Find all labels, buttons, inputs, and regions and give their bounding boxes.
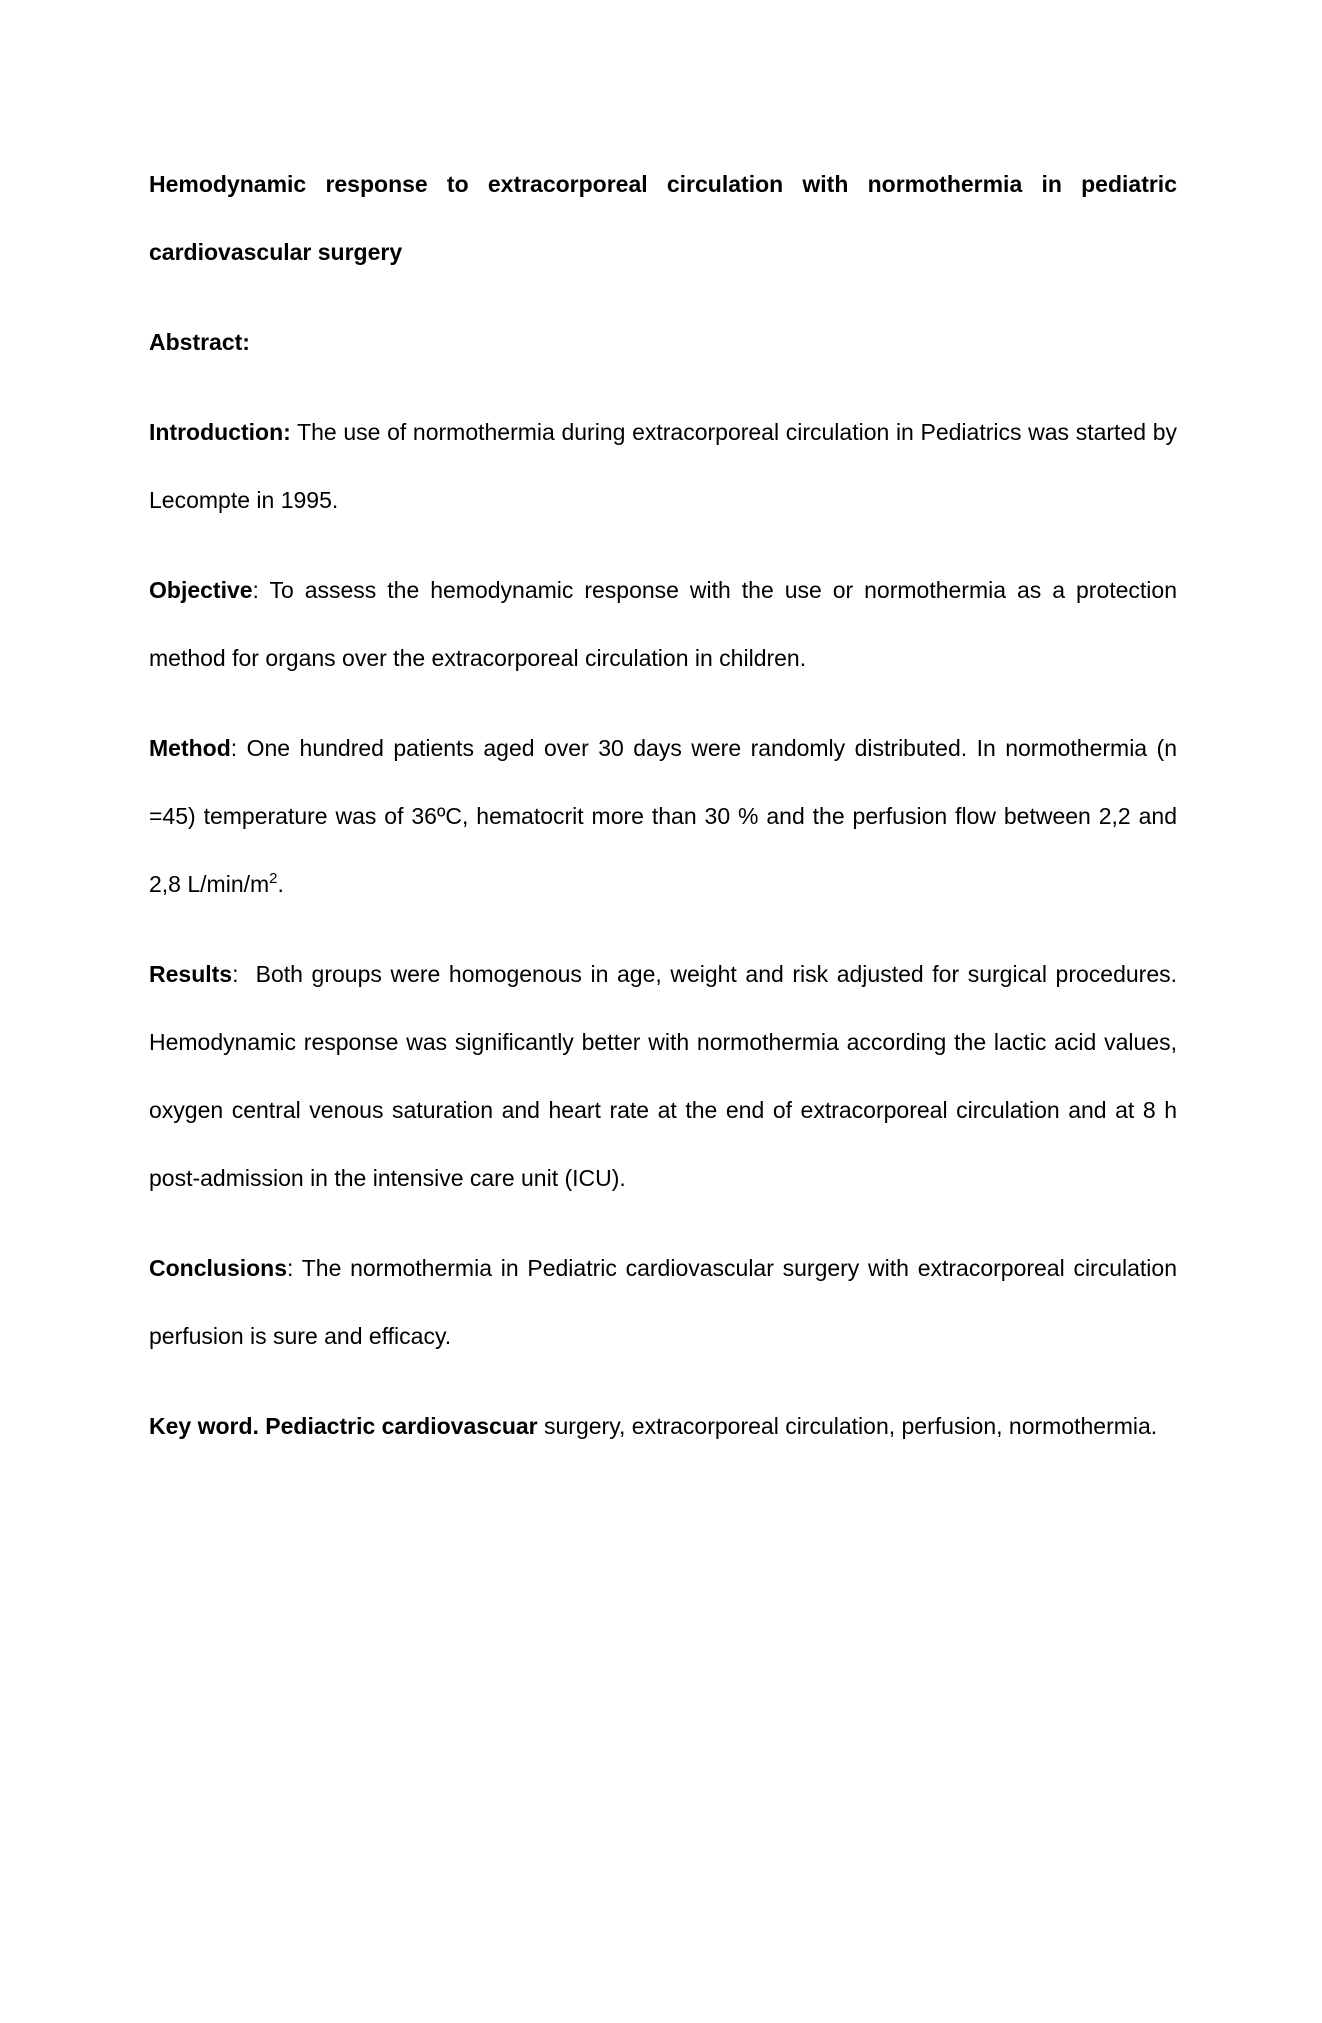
- method-superscript: 2: [269, 870, 278, 887]
- abstract-heading: Abstract:: [149, 329, 250, 355]
- conclusions-paragraph: [149, 1234, 1177, 1370]
- results-label: Results: [149, 961, 233, 987]
- method-paragraph: [149, 714, 1177, 918]
- results-text: : Both groups were homogenous in age, weight and risk adjusted for surgical procedures. Hemodynamic response was significantly better with normothermia according the lactic acid values, oxygen central venous saturation and heart rate at the end of extracorporeal circulation and at 8 h post-admission in the intensive care unit (ICU).: [149, 961, 1184, 1191]
- keywords-text: surgery, extracorporeal circulation, perfusion, normothermia.: [537, 1413, 1158, 1439]
- conclusions-label: Conclusions: [149, 1255, 288, 1281]
- conclusions-text: : The normothermia in Pediatric cardiovascular surgery with extracorporeal circulation perfusion is sure and efficacy.: [149, 1255, 1177, 1349]
- results-paragraph: [149, 940, 1184, 1212]
- introduction-paragraph: [149, 398, 1177, 534]
- introduction-label: Introduction:: [149, 419, 291, 445]
- method-label: Method: [149, 735, 231, 761]
- method-end: .: [277, 871, 284, 897]
- paper-page: [149, 150, 1184, 1460]
- objective-paragraph: [149, 556, 1177, 692]
- objective-text: : To assess the hemodynamic response with the use or normothermia as a protection method for organs over the extracorporeal circulation in children.: [149, 577, 1177, 671]
- introduction-text: The use of normothermia during extracorporeal circulation in Pediatrics was started by Lecompte in 1995.: [149, 419, 1177, 513]
- objective-label: Objective: [149, 577, 253, 603]
- keywords-paragraph: [149, 1392, 1177, 1460]
- method-text: : One hundred patients aged over 30 days were randomly distributed. In normothermia (n =45) temperature was of 36ºC, hematocrit more than 30 % and the perfusion flow between 2,2 and 2,8 L/min/m: [149, 735, 1177, 897]
- keywords-label: Key word. Pediactric cardiovascuar: [149, 1413, 538, 1439]
- paper-title: Hemodynamic response to extracorporeal circulation with normothermia in pediatric cardiovascular surgery: [149, 171, 1177, 265]
